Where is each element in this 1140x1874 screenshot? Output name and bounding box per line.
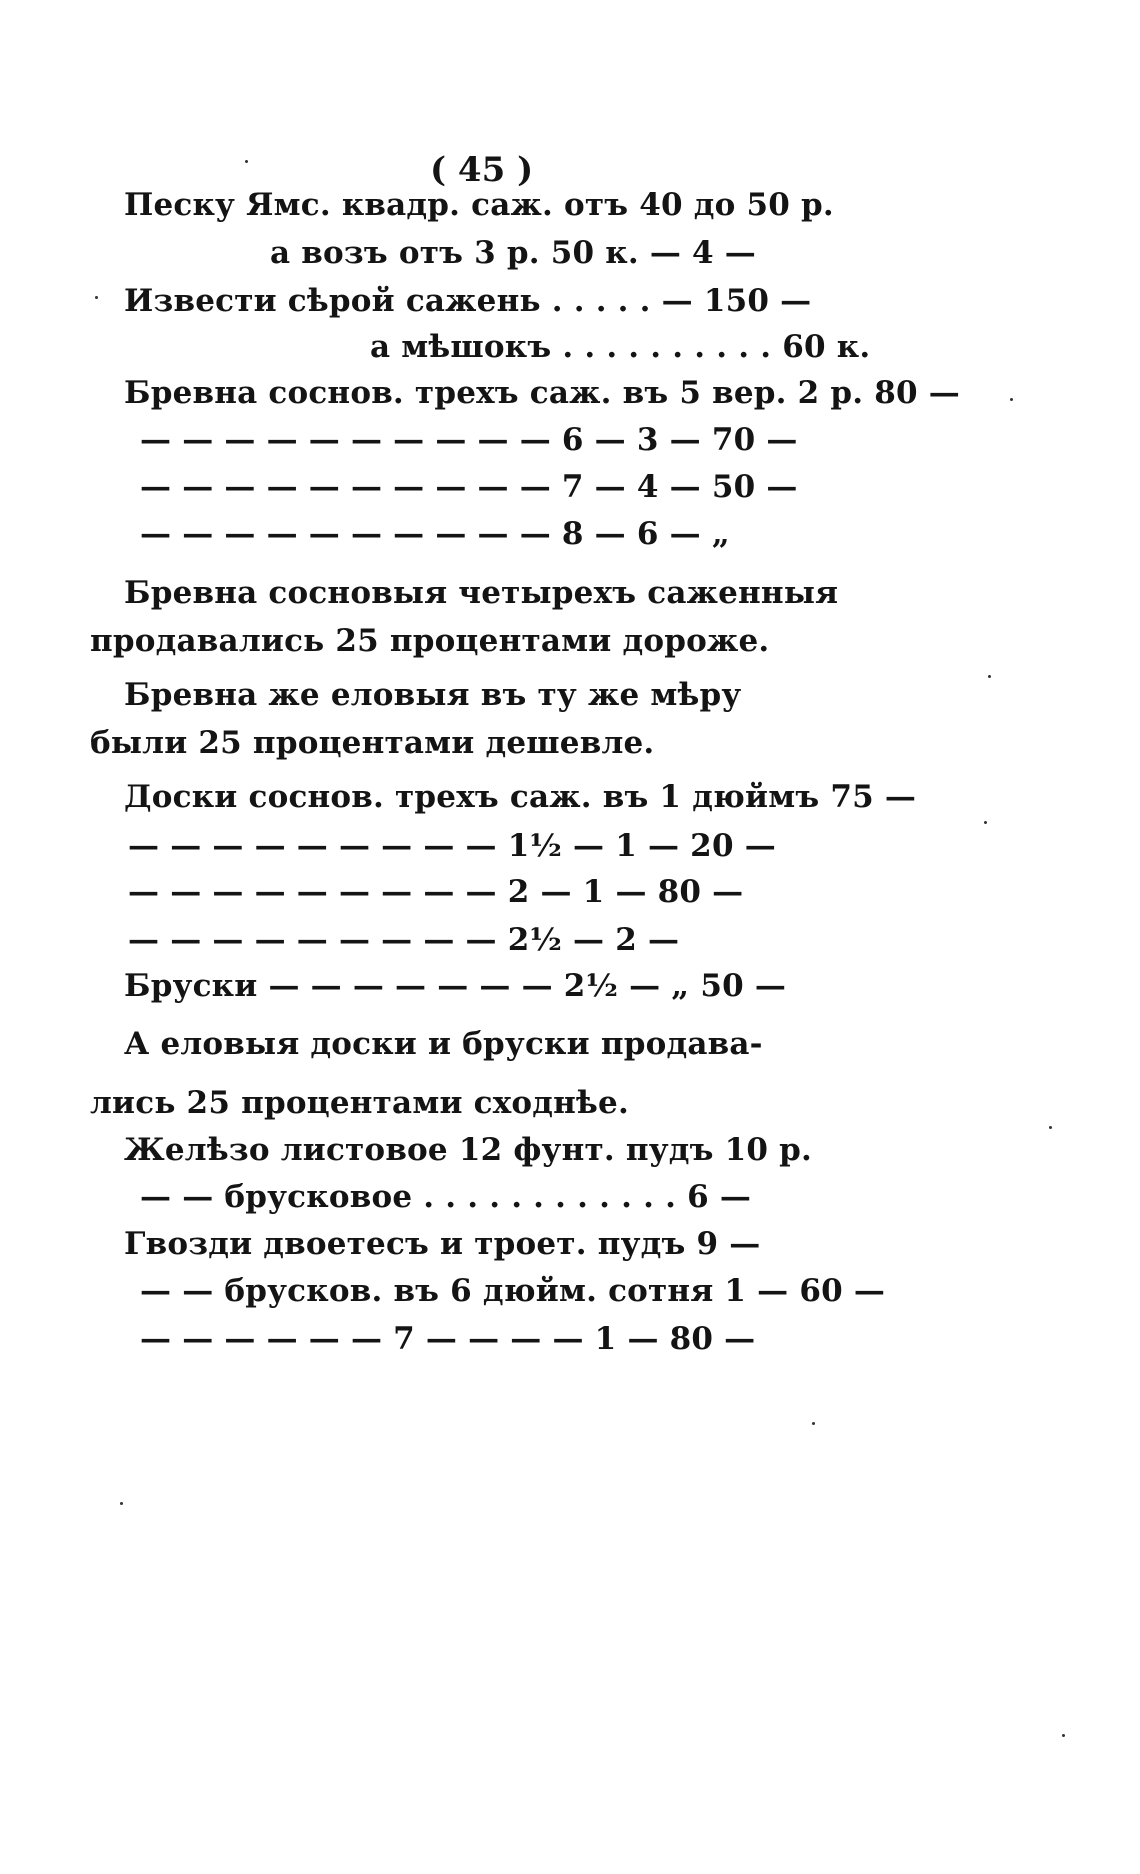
text-line: — — — — — — — — — — 6 — 3 — 70 — <box>140 422 798 458</box>
text-line: Гвозди двоетесъ и троет. пудъ 9 — <box>124 1226 761 1262</box>
page-number: ( 45 ) <box>430 150 534 190</box>
ink-speck <box>1010 398 1013 401</box>
ink-speck <box>120 1502 123 1505</box>
text-line: Доски соснов. трехъ саж. въ 1 дюймъ 75 — <box>124 779 917 815</box>
ink-speck <box>95 296 98 299</box>
text-line: продавались 25 процентами дороже. <box>90 623 770 659</box>
ink-speck <box>245 160 248 163</box>
text-line: — — — — — — — — — 1½ — 1 — 20 — <box>128 828 776 864</box>
ink-speck <box>812 1422 815 1425</box>
text-line: а мѣшокъ . . . . . . . . . . 60 к. <box>370 329 871 365</box>
text-line: Песку Ямс. квадр. саж. отъ 40 до 50 р. <box>124 187 834 223</box>
text-line: Бруски — — — — — — — 2½ — „ 50 — <box>124 968 787 1004</box>
text-line: — — — — — — — — — — 7 — 4 — 50 — <box>140 469 798 505</box>
text-line: — — — — — — — — — 2 — 1 — 80 — <box>128 874 744 910</box>
ink-speck <box>984 821 987 824</box>
text-line: Извести сѣрой сажень . . . . . — 150 — <box>124 283 812 319</box>
text-line: Желѣзо листовое 12 фунт. пудъ 10 р. <box>124 1132 813 1168</box>
text-line: Бревна же еловыя въ ту же мѣру <box>124 677 742 713</box>
ink-speck <box>988 675 991 678</box>
text-line: — — брусковое . . . . . . . . . . . . 6 — <box>140 1179 752 1215</box>
text-line: лись 25 процентами сходнѣе. <box>90 1085 629 1121</box>
ink-speck <box>1062 1734 1065 1737</box>
text-line: — — — — — — 7 — — — — 1 — 80 — <box>140 1321 756 1357</box>
text-line: а возъ отъ 3 р. 50 к. — 4 — <box>270 235 756 271</box>
ink-speck <box>1049 1126 1052 1129</box>
text-line: — — — — — — — — — — 8 — 6 — „ <box>140 516 730 552</box>
text-line: А еловыя доски и бруски продава- <box>124 1026 763 1062</box>
text-line: были 25 процентами дешевле. <box>90 725 655 761</box>
text-line: Бревна сосновыя четырехъ саженныя <box>124 575 839 611</box>
text-line: — — брусков. въ 6 дюйм. сотня 1 — 60 — <box>140 1273 886 1309</box>
text-line: — — — — — — — — — 2½ — 2 — <box>128 922 680 958</box>
text-line: Бревна соснов. трехъ саж. въ 5 вер. 2 р. 80 — <box>124 375 960 411</box>
